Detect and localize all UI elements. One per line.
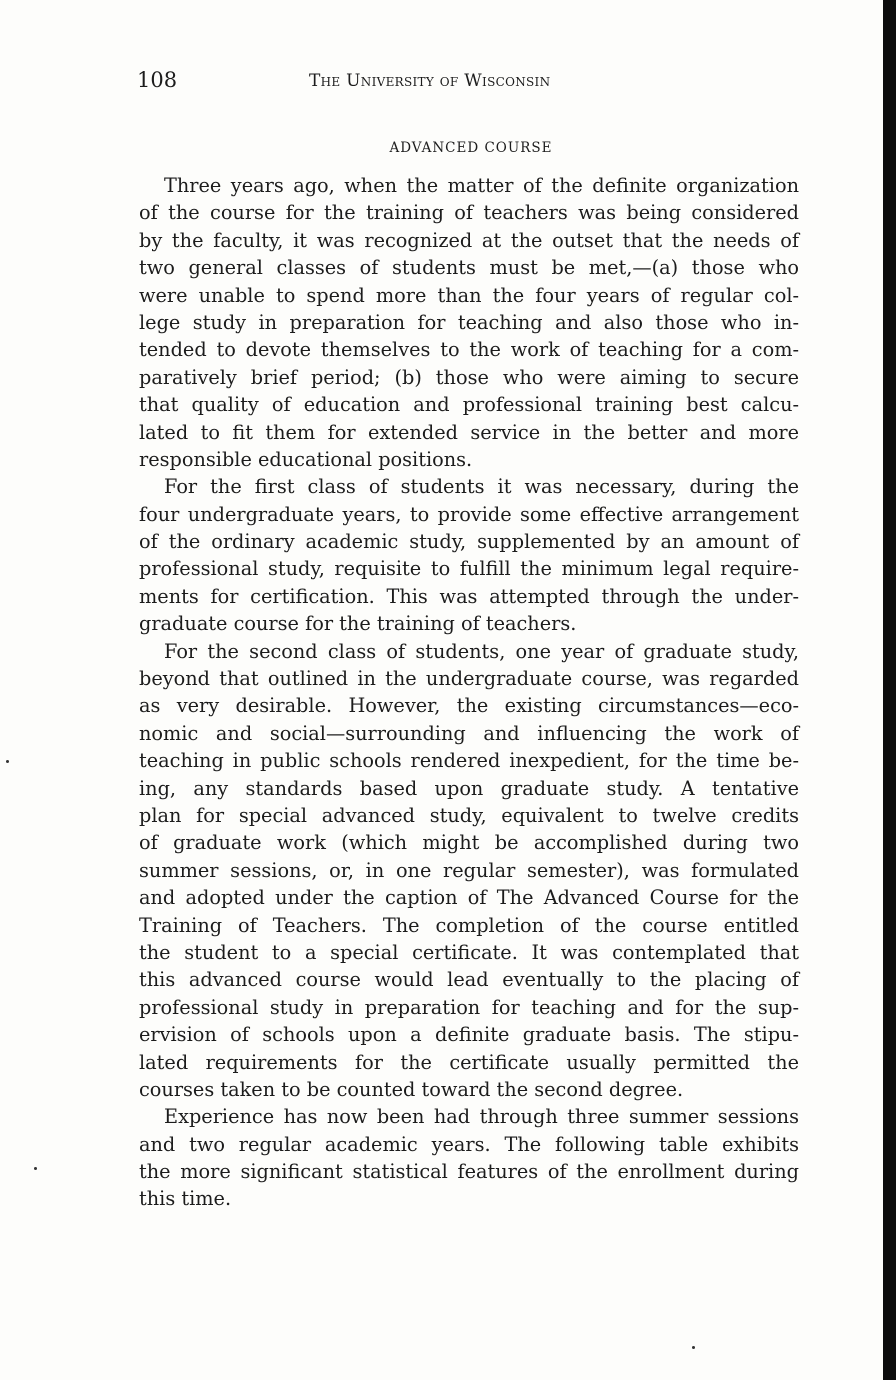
text-line: lated to fit them for extended service in the better and more (139, 420, 799, 444)
text-line: professional study in preparation for teaching and for the sup- (139, 995, 799, 1019)
text-line: of graduate work (which might be accomplished during two (139, 831, 799, 855)
text-line: this advanced course would lead eventually to the placing of (139, 968, 799, 992)
text-line: that quality of education and professional training best calcu- (139, 393, 799, 417)
text-line: Training of Teachers. The completion of the course entitled (139, 913, 799, 937)
text-line: ments for certification. This was attempted through the under- (139, 584, 799, 608)
text-line: and adopted under the caption of The Advanced Course for the (139, 886, 799, 910)
text-line: beyond that outlined in the undergraduate course, was regarded (139, 667, 799, 691)
text-line: For the first class of students it was necessary, during the (164, 475, 799, 499)
text-line: nomic and social—surrounding and influencing the work of (139, 721, 799, 745)
text-line: lege study in preparation for teaching and also those who in- (139, 310, 799, 334)
text-line: lated requirements for the certificate usually permitted the (139, 1050, 799, 1074)
text-line: the student to a special certificate. It was contemplated that (139, 940, 799, 964)
page-header (137, 66, 797, 96)
paragraph-4 (139, 1103, 799, 1213)
section-heading: ADVANCED COURSE (389, 140, 553, 156)
text-line: Three years ago, when the matter of the definite organization (164, 174, 799, 197)
body-text (139, 172, 799, 1213)
text-line: and two regular academic years. The following table exhibits (139, 1132, 799, 1156)
text-line: professional study, requisite to fulfill the minimum legal require- (139, 557, 799, 581)
paragraph-2 (139, 473, 799, 637)
text-line: For the second class of students, one year of graduate study, (164, 639, 799, 663)
text-line: ing, any standards based upon graduate study. A tentative (139, 776, 799, 800)
text-line: of the ordinary academic study, supplemented by an amount of (139, 530, 799, 554)
text-line: plan for special advanced study, equivalent to twelve credits (139, 803, 799, 827)
text-line: four undergraduate years, to provide some effective arrangement (139, 502, 799, 526)
paragraph-1 (139, 172, 799, 473)
page-number: 108 (137, 68, 178, 92)
text-line: the more significant statistical features of the enrollment during (139, 1160, 799, 1184)
text-line: as very desirable. However, the existing circumstances—eco- (139, 694, 799, 718)
text-line: paratively brief period; (b) those who were aiming to secure (139, 365, 799, 389)
scan-speck (6, 760, 9, 763)
text-line: were unable to spend more than the four years of regular col- (139, 283, 799, 307)
text-line: teaching in public schools rendered inexpedient, for the time be- (139, 749, 799, 773)
text-line: responsible educational positions. (139, 447, 473, 471)
scan-speck (34, 1167, 37, 1170)
scan-edge-shadow (883, 0, 896, 1380)
paragraph-3 (139, 638, 799, 1104)
text-line: Experience has now been had through three summer sessions (164, 1105, 799, 1129)
text-line: this time. (139, 1187, 232, 1211)
text-line: courses taken to be counted toward the second degree. (139, 1077, 684, 1101)
text-line: ervision of schools upon a definite graduate basis. The stipu- (139, 1023, 799, 1047)
text-line: of the course for the training of teachers was being considered (139, 201, 799, 225)
scan-speck (692, 1346, 695, 1349)
text-line: summer sessions, or, in one regular semester), was formulated (139, 858, 799, 882)
text-line: two general classes of students must be met,—(a) those who (139, 256, 799, 280)
text-line: tended to devote themselves to the work of teaching for a com- (139, 338, 799, 362)
text-line: graduate course for the training of teachers. (139, 612, 577, 636)
running-title: The University of Wisconsin (309, 71, 551, 91)
text-line: by the faculty, it was recognized at the outset that the needs of (139, 228, 799, 252)
